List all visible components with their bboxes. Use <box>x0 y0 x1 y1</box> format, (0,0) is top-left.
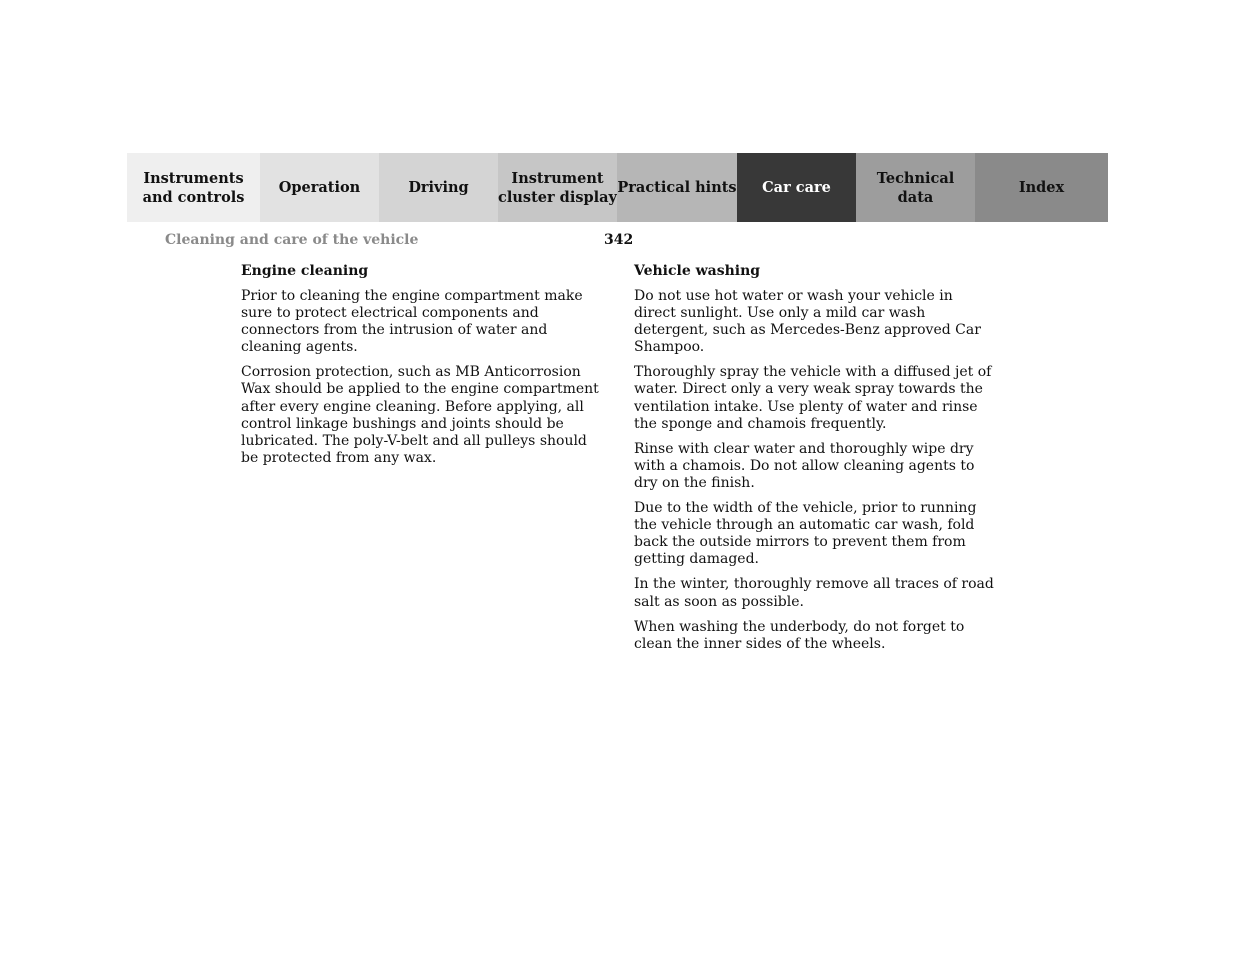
vehicle-washing-heading: Vehicle washing <box>634 263 761 279</box>
tab-operation[interactable]: Operation <box>260 153 379 222</box>
engine-cleaning-column <box>241 263 606 475</box>
tab-driving[interactable]: Driving <box>379 153 498 222</box>
paragraph: When washing the underbody, do not forget to clean the inner sides of the wheels. <box>634 618 965 652</box>
paragraph: Do not use hot water or wash your vehicle in direct sunlight. Use only a mild car wash detergent, such as Mercedes-Benz approved Car Shampoo. <box>634 288 981 356</box>
engine-cleaning-heading: Engine cleaning <box>241 263 369 279</box>
paragraph: Prior to cleaning the engine compartment make sure to protect electrical components and connectors from the intrusion of water and cleaning agents. <box>241 288 583 356</box>
tab-instruments-and-controls[interactable]: Instruments and controls <box>127 153 260 222</box>
tab-car-care[interactable]: Car care <box>737 153 856 222</box>
section-title: Cleaning and care of the vehicle <box>165 232 419 248</box>
page-number: 342 <box>604 232 634 248</box>
paragraph: Rinse with clear water and thoroughly wipe dry with a chamois. Do not allow cleaning agents to dry on the finish. <box>634 440 975 491</box>
tab-practical-hints[interactable]: Practical hints <box>617 153 737 222</box>
tab-instrument-cluster-display[interactable]: Instrument cluster display <box>498 153 617 222</box>
chapter-tab-bar <box>127 153 1108 222</box>
vehicle-washing-column <box>634 263 999 661</box>
paragraph: Thoroughly spray the vehicle with a diffused jet of water. Direct only a very weak spray towards the ventilation intake. Use plenty of water and rinse the sponge and chamois frequently. <box>634 364 992 432</box>
paragraph: Due to the width of the vehicle, prior to running the vehicle through an automatic car wash, fold back the outside mirrors to prevent them from getting damaged. <box>634 500 977 568</box>
paragraph: Corrosion protection, such as MB Anticorrosion Wax should be applied to the engine compartment after every engine cleaning. Before applying, all control linkage bushings and joints should be lubricated. The poly-V-belt and all pulleys should be protected from any wax. <box>241 364 599 466</box>
tab-technical-data[interactable]: Technical data <box>856 153 975 222</box>
tab-index[interactable]: Index <box>975 153 1108 222</box>
paragraph: In the winter, thoroughly remove all traces of road salt as soon as possible. <box>634 576 994 610</box>
